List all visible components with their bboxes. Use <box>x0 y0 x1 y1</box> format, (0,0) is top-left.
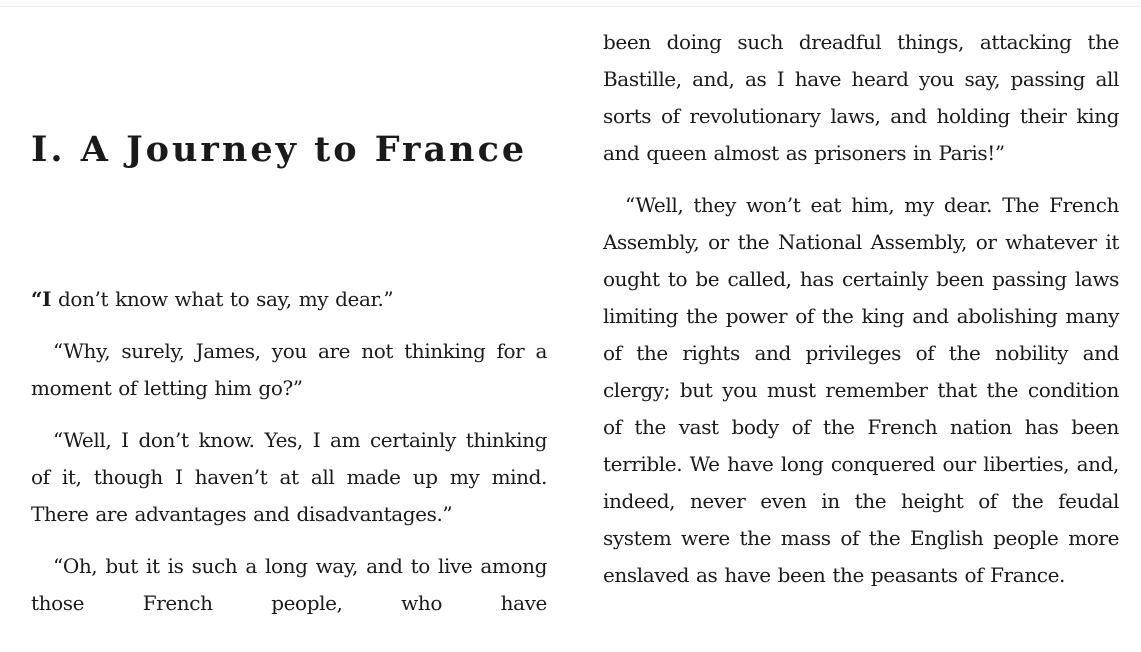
paragraph-2: “Why, surely, James, you are not thinking for a moment of letting him go?” <box>31 339 547 400</box>
left-page-text <box>31 281 547 622</box>
opening-quote-bold: “I <box>31 287 52 311</box>
chapter-title: I. A Journey to France <box>31 129 528 170</box>
top-edge <box>0 0 1141 7</box>
paragraph-3: “Well, I don’t know. Yes, I am certainly thinking of it, though I haven’t at all made up my mind. There are advantages and disadvantages.” <box>31 428 547 526</box>
paragraph-1-text: don’t know what to say, my dear.” <box>51 287 394 311</box>
paragraph-1 <box>31 281 547 318</box>
paragraph-5: “Well, they won’t eat him, my dear. The French Assembly, or the National Assembly, or whatever it ought to be called, has certainly been passing laws limiting the power of the king and abolishing many of the rights and privileges of the nobility and clergy; but you must remember that the condition of the vast body of the French nation has been terrible. We have long conquered our liberties, and, indeed, never even in the height of the feudal system were the mass of the English people more enslaved as have been the peasants of France. <box>603 193 1119 587</box>
paragraph-4-start: “Oh, but it is such a long way, and to live among those French people, who have <box>31 554 547 615</box>
paragraph-4-continued: been doing such dreadful things, attacking the Bastille, and, as I have heard you say, passing all sorts of revolutionary laws, and holding their king and queen almost as prisoners in Paris!” <box>603 30 1119 165</box>
right-page-text <box>603 24 1119 594</box>
